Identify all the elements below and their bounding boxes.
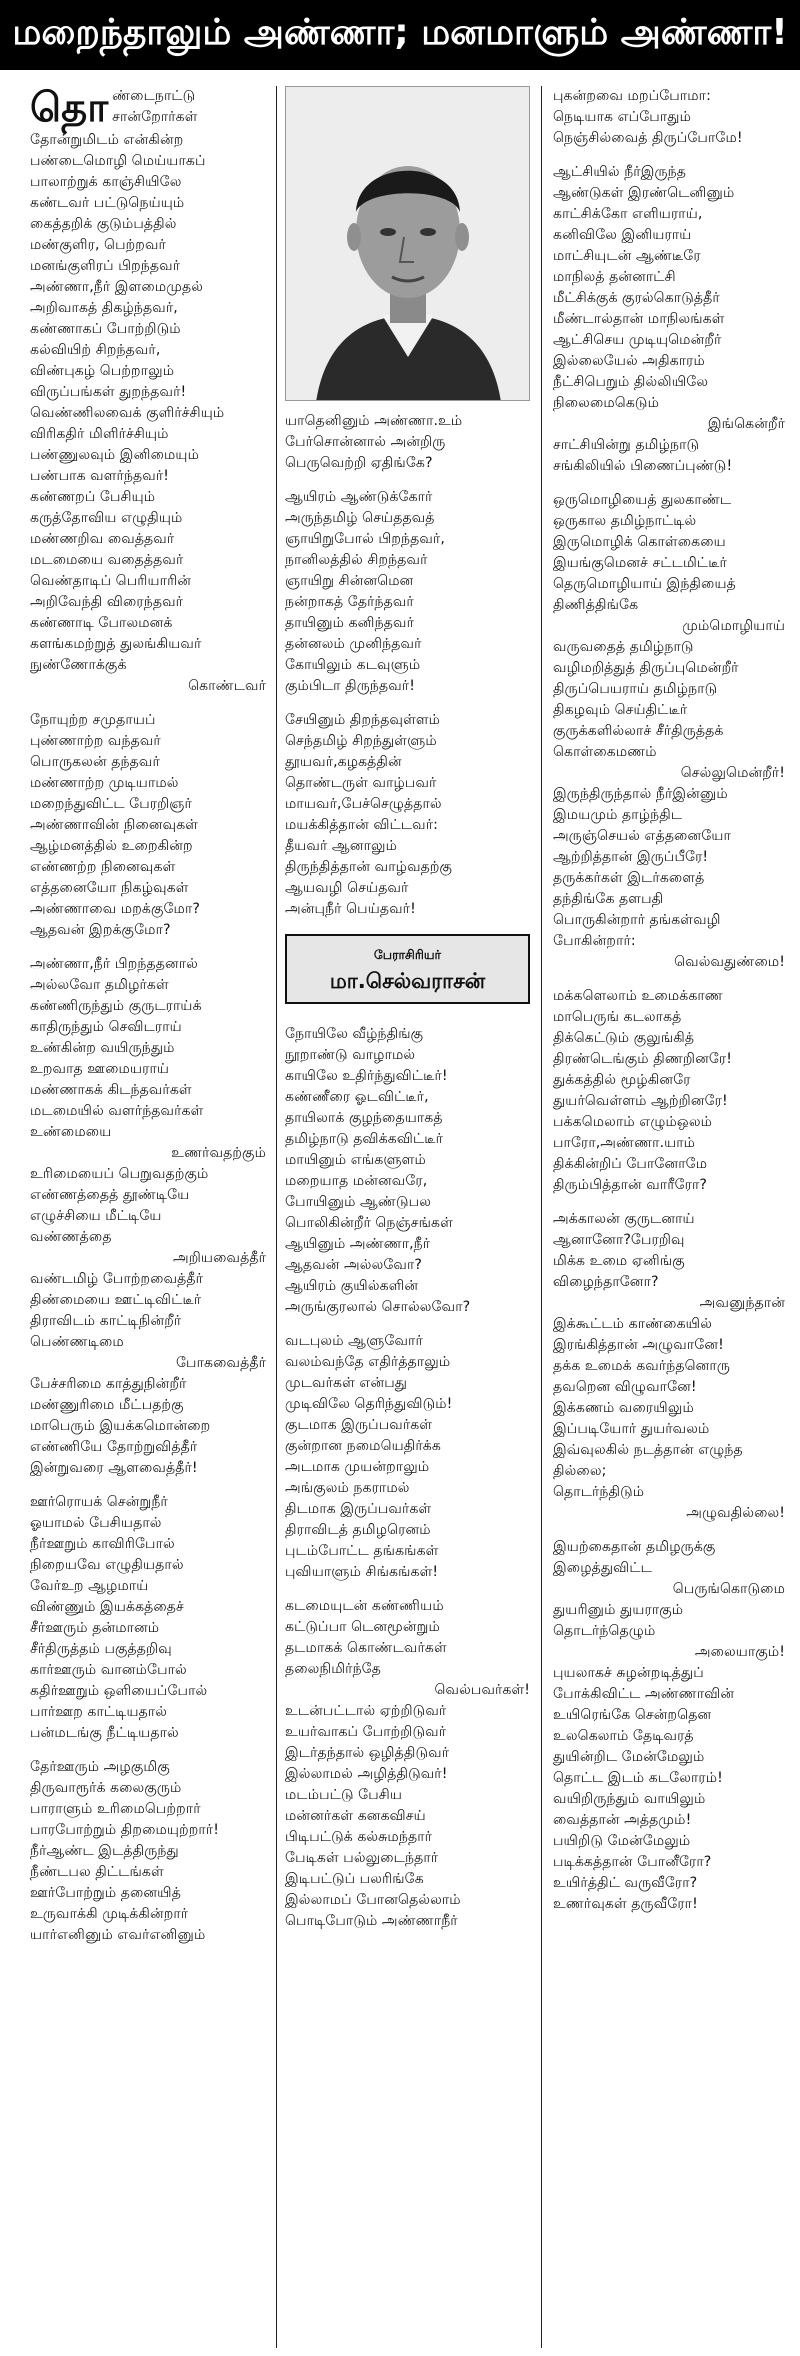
- poem-line: முடிவிலே தெரிந்துவிடும்!: [285, 1396, 453, 1412]
- poem-line: பொருகலன் தந்தவர்: [30, 754, 160, 770]
- poem-line: காயிலே உதிர்ந்துவிட்டீர்!: [285, 1068, 448, 1084]
- poem-line: குருக்களில்லாச் சீர்திருத்தக்: [553, 723, 724, 739]
- poem-line: வழிமறித்துத் திருப்புமென்றீர்: [553, 660, 739, 676]
- stanza: [285, 1024, 530, 1318]
- poem-line: பண்ணுலவும் இனிமையும்: [30, 447, 199, 463]
- poem-line: திரும்பித்தான் வாரீரோ?: [553, 1177, 707, 1193]
- poem-line: உணர்வுகள் தருவீரோ!: [553, 1896, 698, 1912]
- column-divider: [541, 86, 542, 2348]
- poem-column-3: [553, 86, 785, 2348]
- author-role: பேராசிரியர்: [373, 947, 442, 962]
- poem-line: அன்புநீர் பெய்தவர்!: [285, 901, 416, 917]
- stanza: [285, 710, 530, 920]
- poem-line: அருந்தமிழ் செய்ததவத்: [285, 510, 435, 526]
- poem-line: மாபெருங் கடலாகத்: [553, 1009, 682, 1025]
- poem-line: மண்ணாற்ற முடியாமல்: [30, 775, 179, 791]
- poem-line: குன்றான நமையெதிர்க்க: [285, 1438, 441, 1454]
- poem-line: செல்லுமென்றீர்!: [680, 765, 785, 781]
- stanza: [553, 1209, 785, 1524]
- poem-line: தேர்ஊரும் அழகுமிகு: [30, 1759, 170, 1775]
- poem-line: உயிரெங்கே சென்றதென: [553, 1707, 712, 1723]
- poem-line: எண்ணற்ற நினைவுகள்: [30, 859, 176, 875]
- poem-line: அறியவைத்தீர்: [172, 1250, 266, 1266]
- poem-line: ஆழ்மனத்தில் உறைகின்ற: [30, 838, 193, 854]
- poem-line: கைத்தறிக் குடும்பத்தில்: [30, 216, 177, 232]
- poem-line: ஆட்சியில் நீர்இருந்த: [553, 164, 686, 180]
- poem-line: விண்புகழ் பெற்றாலும்: [30, 363, 175, 379]
- poem-line: ஒருமொழியைத் துலகாண்ட: [553, 492, 732, 508]
- poem-line: தமிழ்நாடு தவிக்கவிட்டீர்: [285, 1131, 443, 1147]
- poem-line: வெண்தாடிப் பெரியாரின்: [30, 573, 192, 589]
- poem-line: அண்ணா,நீர் இளமைமுதல்: [30, 279, 204, 295]
- poem-line: கோயிலும் கடவுளும்: [285, 657, 421, 673]
- poem-line: இயற்கைதான் தமிழருக்கு: [553, 1539, 716, 1555]
- poem-line: களங்கமற்றுத் துலங்கியவர்: [30, 636, 202, 652]
- poem-line: இல்லாமப் போனதெல்லாம்: [285, 1892, 461, 1908]
- poem-line: மண்ணுரிமை மீட்பதற்கு: [30, 1397, 184, 1413]
- poem-line: தந்திங்கே தளபதி: [553, 891, 664, 907]
- poem-line: எழுச்சியை மீட்டியே: [30, 1208, 162, 1224]
- poem-line: திக்கெட்டும் குலுங்கித்: [553, 1030, 695, 1046]
- poem-line: மடம்பட்டு பேசிய: [285, 1787, 403, 1803]
- poem-line: இன்றுவரை ஆளவைத்தீர்!: [30, 1460, 198, 1476]
- poem-line: வெல்பவர்கள்!: [434, 1682, 530, 1698]
- headline-banner: [0, 0, 800, 70]
- poem-line: ஆயிரம் ஆண்டுக்கோர்: [285, 489, 433, 505]
- poem-line: நன்றாகத் தேர்ந்தவர்: [285, 594, 414, 610]
- poem-line: மீண்டால்தான் மாநிலங்கள்: [553, 311, 725, 327]
- poem-line: தக்க உமைக் கவர்ந்தனொரு: [553, 1358, 730, 1374]
- poem-line: தொடர்ந்தெழும்: [553, 1623, 656, 1639]
- poem-line: பொருகின்றார் தங்கள்வழி: [553, 912, 721, 928]
- poem-line: தாயிலாக் குழந்தையாகத்: [285, 1110, 443, 1126]
- poem-line: திருந்தித்தான் வாழ்வதற்கு: [285, 859, 453, 875]
- stanza: [30, 710, 266, 941]
- poem-line: பாராளும் உரிமைபெற்றார்: [30, 1801, 201, 1817]
- poem-line: பக்கமெலாம் எழும்ஒலம்: [553, 1114, 713, 1130]
- poem-line: பொடிபோடும் அண்ணாநீர்: [285, 1913, 458, 1929]
- poem-line: மும்மொழியாய்: [682, 618, 785, 634]
- poem-line: திருவாரூர்க் கலைகுரும்: [30, 1780, 182, 1796]
- poem-line: போயினும் ஆண்டுபல: [285, 1194, 431, 1210]
- poem-line: கார்ஊரும் வானம்போல்: [30, 1662, 187, 1678]
- poem-line: சான்றோர்கள்: [112, 109, 198, 125]
- poem-line: செந்தமிழ் சிறந்துள்ளும்: [285, 733, 437, 749]
- poem-line: அழுவதில்லை!: [686, 1505, 785, 1521]
- poem-line: சீர்ஊரும் தன்மானம்: [30, 1620, 160, 1636]
- poem-line: தவறென விழுவானே!: [553, 1379, 697, 1395]
- poem-line: தருக்கர்கள் இடர்களைத்: [553, 870, 705, 886]
- poem-line: போக்கிவிட்ட அண்ணாவின்: [553, 1686, 735, 1702]
- poem-line: பாரபோற்றும் திறமையுற்றார்!: [30, 1822, 219, 1838]
- author-name: மா.செல்வராசன்: [329, 969, 486, 993]
- poem-line: புடம்போட்ட தங்கங்கள்: [285, 1543, 439, 1559]
- poem-line: பார்ஊற காட்டியதால்: [30, 1704, 168, 1720]
- poem-line: நீர்ஆண்ட இடத்திருந்து: [30, 1843, 179, 1859]
- poem-line: தடமாகக் கொண்டவர்கள்: [285, 1640, 447, 1656]
- poem-line: மாபெரும் இயக்கமொன்றை: [30, 1418, 211, 1434]
- poem-line: கடமையுடன் கண்ணியம்: [285, 1598, 444, 1614]
- poem-line: கனிவிலே இனியராய்: [553, 227, 692, 243]
- poem-line: ஓயாமல் பேசியதால்: [30, 1515, 162, 1531]
- poem-line: கொள்கைமணம்: [553, 744, 657, 760]
- poem-line: அருங்குரலால் சொல்லவோ?: [285, 1299, 471, 1315]
- poem-line: நிறையவே எழுதியதால்: [30, 1557, 184, 1573]
- poem-line: போகவைத்தீர்: [175, 1355, 266, 1371]
- poem-line: உலகெலாம் தேடிவரத்: [553, 1728, 694, 1744]
- poem-line: உடன்பட்டால் ஏற்றிடுவர்: [285, 1703, 447, 1719]
- column-3-stanzas: [553, 86, 785, 1915]
- poem-line: கண்டவர் பட்டுநெய்யும்: [30, 195, 185, 211]
- poem-line: மாட்சியுடன் ஆண்டீரே: [553, 248, 701, 264]
- stanza: [285, 411, 530, 474]
- poem-line: ஊர்ரொயக் சென்றுநீர்: [30, 1494, 168, 1510]
- poem-line: உயிர்த்திட் வருவீரோ?: [553, 1875, 698, 1891]
- poem-line: அடமாக முயன்றாலும்: [285, 1459, 430, 1475]
- poem-line: மாநிலத் தன்னாட்சி: [553, 269, 676, 285]
- drop-cap-lines: [112, 86, 197, 128]
- poem-line: கண்ணாகப் போற்றிடும்: [30, 321, 181, 337]
- portrait-illustration: [286, 87, 530, 401]
- poem-line: துயின்றிட மேன்மேலும்: [553, 1749, 705, 1765]
- stanza: [30, 130, 266, 697]
- poem-line: கும்பிடா திருந்தவர்!: [285, 678, 415, 694]
- poem-line: அண்ணாவை மறக்குமோ?: [30, 901, 200, 917]
- poem-line: கண்ணறப் பேசியும்: [30, 489, 156, 505]
- poem-line: தன்னலம் முனிந்தவர்: [285, 636, 422, 652]
- poem-line: தொண்டருள் வாழ்பவர்: [285, 775, 437, 791]
- poem-line: மாயவர்,பேச்செழுத்தால்: [285, 796, 442, 812]
- poem-line: பொலிகின்றீர் நெஞ்சங்கள்: [285, 1215, 453, 1231]
- poem-line: சீர்திருத்தம் பகுத்தறிவு: [30, 1641, 172, 1657]
- poem-line: மன்னர்கள் கனகவிசய்: [285, 1808, 426, 1824]
- poem-line: படிக்கத்தான் போனீரோ?: [553, 1854, 712, 1870]
- poem-line: இழைத்துவிட்ட: [553, 1560, 652, 1576]
- poem-line: ஆனானோ?பேரறிவு: [553, 1232, 685, 1248]
- poem-line: நூறாண்டு வாழாமல்: [285, 1047, 416, 1063]
- stanza: [553, 162, 785, 477]
- poem-line: பேர்சொன்னால் அன்றிரு: [285, 434, 446, 450]
- poem-line: உயர்வாகப் போற்றிடுவர்: [285, 1724, 447, 1740]
- poem-line: உணர்வதற்கும்: [171, 1145, 266, 1161]
- poem-line: யார்எனினும் எவர்எனினும்: [30, 1927, 206, 1943]
- poem-line: ஆதவன் அல்லவோ?: [285, 1257, 422, 1273]
- stanza: [285, 1331, 530, 1583]
- poem-line: புயலாகச் சுழன்றடித்துப்: [553, 1665, 704, 1681]
- poem-line: உருவாக்கி முடிக்கின்றார்: [30, 1906, 189, 1922]
- poem-line: பாரோ,அண்ணா.யாம்: [553, 1135, 696, 1151]
- poem-line: பேச்சரிமை காத்துநின்றீர்: [30, 1376, 187, 1392]
- poem-line: தீயவர் ஆனாலும்: [285, 838, 398, 854]
- poem-line: இமயமும் தாழ்ந்திட: [553, 807, 683, 823]
- poem-line: வடபுலம் ஆளுவோர்: [285, 1333, 423, 1349]
- poem-line: அங்குலம் நகராமல்: [285, 1480, 410, 1496]
- poem-line: மக்களெலாம் உமைக்காண: [553, 988, 723, 1004]
- poem-line: நானிலத்தில் சிறந்தவர்: [285, 552, 428, 568]
- poem-line: இருந்திருந்தால் நீர்இன்னும்: [553, 786, 728, 802]
- poem-line: நோயிலே வீழ்ந்திங்கு: [285, 1026, 424, 1042]
- poem-line: பெண்ணடிமை: [30, 1334, 124, 1350]
- poem-line: திணித்திங்கே: [553, 597, 639, 613]
- poem-line: வயிறிருந்தும் வாயிலும்: [553, 1791, 706, 1807]
- poem-line: வேர்உற ஆழமாய்: [30, 1578, 149, 1594]
- poem-line: நீர்ஊறும் காவிரிபோல்: [30, 1536, 175, 1552]
- poem-line: பயிறிடு மேன்மேலும்: [553, 1833, 691, 1849]
- poem-line: ஒருகால தமிழ்நாட்டில்: [553, 513, 697, 529]
- poem-line: ஆயினும் அண்ணா,நீர்: [285, 1236, 431, 1252]
- poem-line: தோன்றுமிடம் என்கின்ற: [30, 132, 184, 148]
- stanza: [30, 1492, 266, 1744]
- poem-line: மிக்க உமை ஏனிங்கு: [553, 1253, 685, 1269]
- poem-line: நோயுற்ற சமுதாயப்: [30, 712, 156, 728]
- poem-line: அவனுந்தான்: [699, 1295, 785, 1311]
- poem-line: துக்கத்தில் மூழ்கினரே: [553, 1072, 691, 1088]
- poem-line: மடமையில் வளர்ந்தவர்கள்: [30, 1103, 204, 1119]
- poem-line: தலைநிமிர்ந்தே: [285, 1661, 381, 1677]
- poem-line: பெருவெற்றி ஏதிங்கே?: [285, 455, 433, 471]
- poem-line: போகின்றார்:: [553, 933, 636, 949]
- poem-line: பேடிகள் பல்லுடைந்தார்: [285, 1850, 439, 1866]
- poem-line: நீண்டபல திட்டங்கள்: [30, 1864, 164, 1880]
- poem-line: புண்ணாற்ற வந்தவர்: [30, 733, 161, 749]
- stanza: [30, 1757, 266, 1946]
- drop-cap: தொ: [30, 86, 109, 131]
- poem-line: எத்தனையோ நிகழ்வுகள்: [30, 880, 189, 896]
- poem-line: மண்குளிர, பெற்றவர்: [30, 237, 166, 253]
- poem-line: கட்டுப்பா டெனமூன்றும்: [285, 1619, 440, 1635]
- column-1-stanzas: [30, 130, 266, 1946]
- poem-line: வருவதைத் தமிழ்நாடு: [553, 639, 694, 655]
- poem-column-1: [30, 86, 266, 2348]
- poem-line: தெருமொழியாய் இந்தியைத்: [553, 576, 736, 592]
- poem-line: ஆட்சிசெய முடியுமென்றீர்: [553, 332, 722, 348]
- poem-line: வண்டமிழ் போற்றவைத்தீர்: [30, 1271, 204, 1287]
- poem-line: மறையாத மன்னவரே,: [285, 1173, 428, 1189]
- poem-line: இங்கென்றீர்: [707, 416, 785, 432]
- poem-line: இயங்குமெனச் சட்டமிட்டீர்: [553, 555, 727, 571]
- poem-line: திக்கின்றிப் போனோமே: [553, 1156, 708, 1172]
- poem-line: மனங்குளிரப் பிறந்தவர்: [30, 258, 181, 274]
- poem-line: உண்கின்ற வயிருந்தும்: [30, 1040, 175, 1056]
- poem-line: நெஞ்சில்வைத் திருப்போமே!: [553, 130, 743, 146]
- poem-line: வைத்தான் அத்தமும்!: [553, 1812, 692, 1828]
- poem-line: கொண்டவர்: [188, 678, 266, 694]
- poem-line: விழைந்தானோ?: [553, 1274, 659, 1290]
- headline: மறைந்தாலும் அண்ணா; மனமாளும் அண்ணா!: [12, 12, 788, 53]
- column-2-stanzas-top: [285, 411, 530, 920]
- poem-line: வண்ணத்தை: [30, 1229, 112, 1245]
- poem-line: தாயினும் கனிந்தவர்: [285, 615, 414, 631]
- poem-line: குடமாக இருப்பவர்கள்: [285, 1417, 433, 1433]
- poem-line: கதிர்ஊறும் ஒளியைப்போல்: [30, 1683, 208, 1699]
- opening-lines: [30, 86, 266, 130]
- poem-line: மடமையை வதைத்தவர்: [30, 552, 184, 568]
- poem-line: இடிபட்டுப் பலரிங்கே: [285, 1871, 424, 1887]
- stanza: [30, 954, 266, 1479]
- poem-line: முடவர்கள் என்பது: [285, 1375, 408, 1391]
- poem-line: இல்லையேல் அதிகாரம்: [553, 353, 705, 369]
- poem-line: இக்கணம் வரையிலும்: [553, 1400, 694, 1416]
- poem-line: நெடியாக எப்போதும்: [553, 109, 691, 125]
- poem-line: உண்மையை: [30, 1124, 112, 1140]
- poem-column-2: [285, 86, 530, 2348]
- poem-line: அண்ணா,நீர் பிறந்ததனால்: [30, 956, 198, 972]
- poem-line: துயர்வெள்ளம் ஆற்றினரே!: [553, 1093, 728, 1109]
- poem-line: இல்லாமல் அழித்திடுவர்!: [285, 1766, 448, 1782]
- poem-line: இக்கூட்டம் காண்கையில்: [553, 1316, 712, 1332]
- poem-line: இப்படியோர் துயர்வலம்: [553, 1421, 710, 1437]
- poem-line: விருப்பங்கள் துறந்தவர்!: [30, 384, 187, 400]
- poem-line: தொடர்ந்திடும்: [553, 1484, 645, 1500]
- poem-line: திராவிடத் தமிழரெனம்: [285, 1522, 431, 1538]
- poem-line: இடர்தந்தால் ஒழித்திடுவர்: [285, 1745, 450, 1761]
- poem-line: திராவிடம் காட்டிநின்றீர்: [30, 1313, 182, 1329]
- poem-line: கண்ணீரை ஓடவிட்டீர்,: [285, 1089, 429, 1105]
- poem-line: மண்ணறிவ வைத்தவர்: [30, 531, 175, 547]
- poem-line: அறிவேந்தி விரைந்தவர்: [30, 594, 184, 610]
- poem-line: கருத்தோவிய எழுதியும்: [30, 510, 183, 526]
- poem-line: மாயினும் எங்களுளம்: [285, 1152, 426, 1168]
- poem-line: பிடிபட்டுக் கல்சுமந்தார்: [285, 1829, 433, 1845]
- poem-line: ஞாயிறு சின்னமென: [285, 573, 414, 589]
- poem-line: மறைந்துவிட்ட பேரறிஞர்: [30, 796, 192, 812]
- poem-line: எண்ணியே தோற்றுவித்தீர்: [30, 1439, 198, 1455]
- poem-line: பன்மடங்கு நீட்டியதால்: [30, 1725, 179, 1741]
- poem-line: ஊர்போற்றும் தனையித்: [30, 1885, 181, 1901]
- poem-line: விண்ணும் இயக்கத்தைச்: [30, 1599, 184, 1615]
- poem-line: விரிகதிர் மிளிர்ச்சியும்: [30, 426, 169, 442]
- poem-line: நுண்ணோக்குக்: [30, 657, 127, 673]
- poem-line: சங்கிலியில் பிணைப்புண்டு!: [553, 458, 733, 474]
- poem-line: வலம்வந்தே எதிர்த்தாலும்: [285, 1354, 451, 1370]
- poem-line: பண்பாக வளர்ந்தவர்!: [30, 468, 169, 484]
- poem-line: வெல்வதுண்மை!: [674, 954, 785, 970]
- stanza: [553, 490, 785, 973]
- poem-line: திண்மையை ஊட்டிவிட்டீர்: [30, 1292, 202, 1308]
- poem-line: புகன்றவை மறப்போமா:: [553, 88, 711, 104]
- poem-line: அருஞ்செயல் எத்தனையோ: [553, 828, 731, 844]
- poem-line: ண்டைநாட்டு: [112, 88, 196, 104]
- poem-line: நீட்சிபெறும் தில்லியிலே: [553, 374, 709, 390]
- stanza: [553, 86, 785, 149]
- column-2-stanzas-bottom: [285, 1024, 530, 1932]
- column-divider: [276, 86, 277, 2348]
- poem-line: கண்ணிருந்தும் குருடராய்க்: [30, 998, 202, 1014]
- poem-line: காதிருந்தும் செவிடராய்: [30, 1019, 182, 1035]
- poem-line: அக்காலன் குருடனாய்: [553, 1211, 695, 1227]
- poem-line: திடமாக இருப்பவர்கள்: [285, 1501, 432, 1517]
- poem-line: மீட்சிக்குக் குரல்கொடுத்தீர்: [553, 290, 720, 306]
- poem-line: அண்ணாவின் நினைவுகள்: [30, 817, 199, 833]
- poem-line: ஞாயிறுபோல் பிறந்தவர்,: [285, 531, 445, 547]
- poem-line: துயரினும் துயராகும்: [553, 1602, 684, 1618]
- poem-line: ஆண்டுகள் இரண்டெனினும்: [553, 185, 735, 201]
- poem-line: அறிவாகத் திகழ்ந்தவர்,: [30, 300, 178, 316]
- poem-line: இரங்கித்தான் அழுவானே!: [553, 1337, 724, 1353]
- poem-line: அலையாகும்!: [694, 1644, 785, 1660]
- poem-line: கண்ணாடி போலமனக்: [30, 615, 173, 631]
- poem-line: வெண்ணிலவைக் குளிர்ச்சியும்: [30, 405, 225, 421]
- portrait-photo: [285, 86, 530, 401]
- poem-line: பண்டைமொழி மெய்யாகப்: [30, 153, 206, 169]
- poem-line: தொட்ட இடம் கடலோரம்!: [553, 1770, 723, 1786]
- poem-line: ஆயவழி செய்தவர்: [285, 880, 409, 896]
- poem-line: உரிமையைப் பெறுவதற்கும்: [30, 1166, 209, 1182]
- poem-line: திருப்பெயராய் தமிழ்நாடு: [553, 681, 718, 697]
- poem-line: சேயினும் திறந்தவுள்ளம்: [285, 712, 441, 728]
- poem-line: எண்ணத்தைத் தூண்டியே: [30, 1187, 190, 1203]
- poem-line: தில்லை;: [553, 1463, 607, 1479]
- poem-line: நிலைமைகெடும்: [553, 395, 659, 411]
- poem-line: மயக்கித்தான் விட்டவர்:: [285, 817, 438, 833]
- poem-line: திகழவும் செய்திட்டீர்: [553, 702, 688, 718]
- poem-line: ஆயிரம் குயில்களின்: [285, 1278, 419, 1294]
- stanza: [285, 487, 530, 697]
- poem-line: ஆற்றித்தான் இருப்பீரே!: [553, 849, 709, 865]
- poem-line: தூயவர்,கழகத்தின்: [285, 754, 402, 770]
- stanza: [553, 1537, 785, 1915]
- poem-line: சாட்சியின்று தமிழ்நாடு: [553, 437, 700, 453]
- stanza: [285, 1596, 530, 1932]
- poem-line: பாலாற்றுக் காஞ்சியிலே: [30, 174, 182, 190]
- poem-line: திரண்டெங்கும் திணறினரே!: [553, 1051, 732, 1067]
- poem-line: காட்சிக்கோ எளியராய்,: [553, 206, 703, 222]
- poem-line: மண்ணாகக் கிடந்தவர்கள்: [30, 1082, 192, 1098]
- poem-line: இவ்வுலகில் நடத்தான் எழுந்த: [553, 1442, 743, 1458]
- poem-line: உறவாத ஊமையராய்: [30, 1061, 170, 1077]
- poem-line: புவியாளும் சிங்கங்கள்!: [285, 1564, 439, 1580]
- poem-line: பெருங்கொடுமை: [672, 1581, 785, 1597]
- author-box: [285, 934, 530, 1004]
- poem-line: அல்லவோ தமிழர்கள்: [30, 977, 169, 993]
- poem-line: கல்வியிற் சிறந்தவர்,: [30, 342, 161, 358]
- stanza: [553, 986, 785, 1196]
- poem-line: ஆதவன் இறக்குமோ?: [30, 922, 171, 938]
- poem-line: யாதெனினும் அண்ணா.உம்: [285, 413, 463, 429]
- poem-line: இருமொழிக் கொள்கையை: [553, 534, 726, 550]
